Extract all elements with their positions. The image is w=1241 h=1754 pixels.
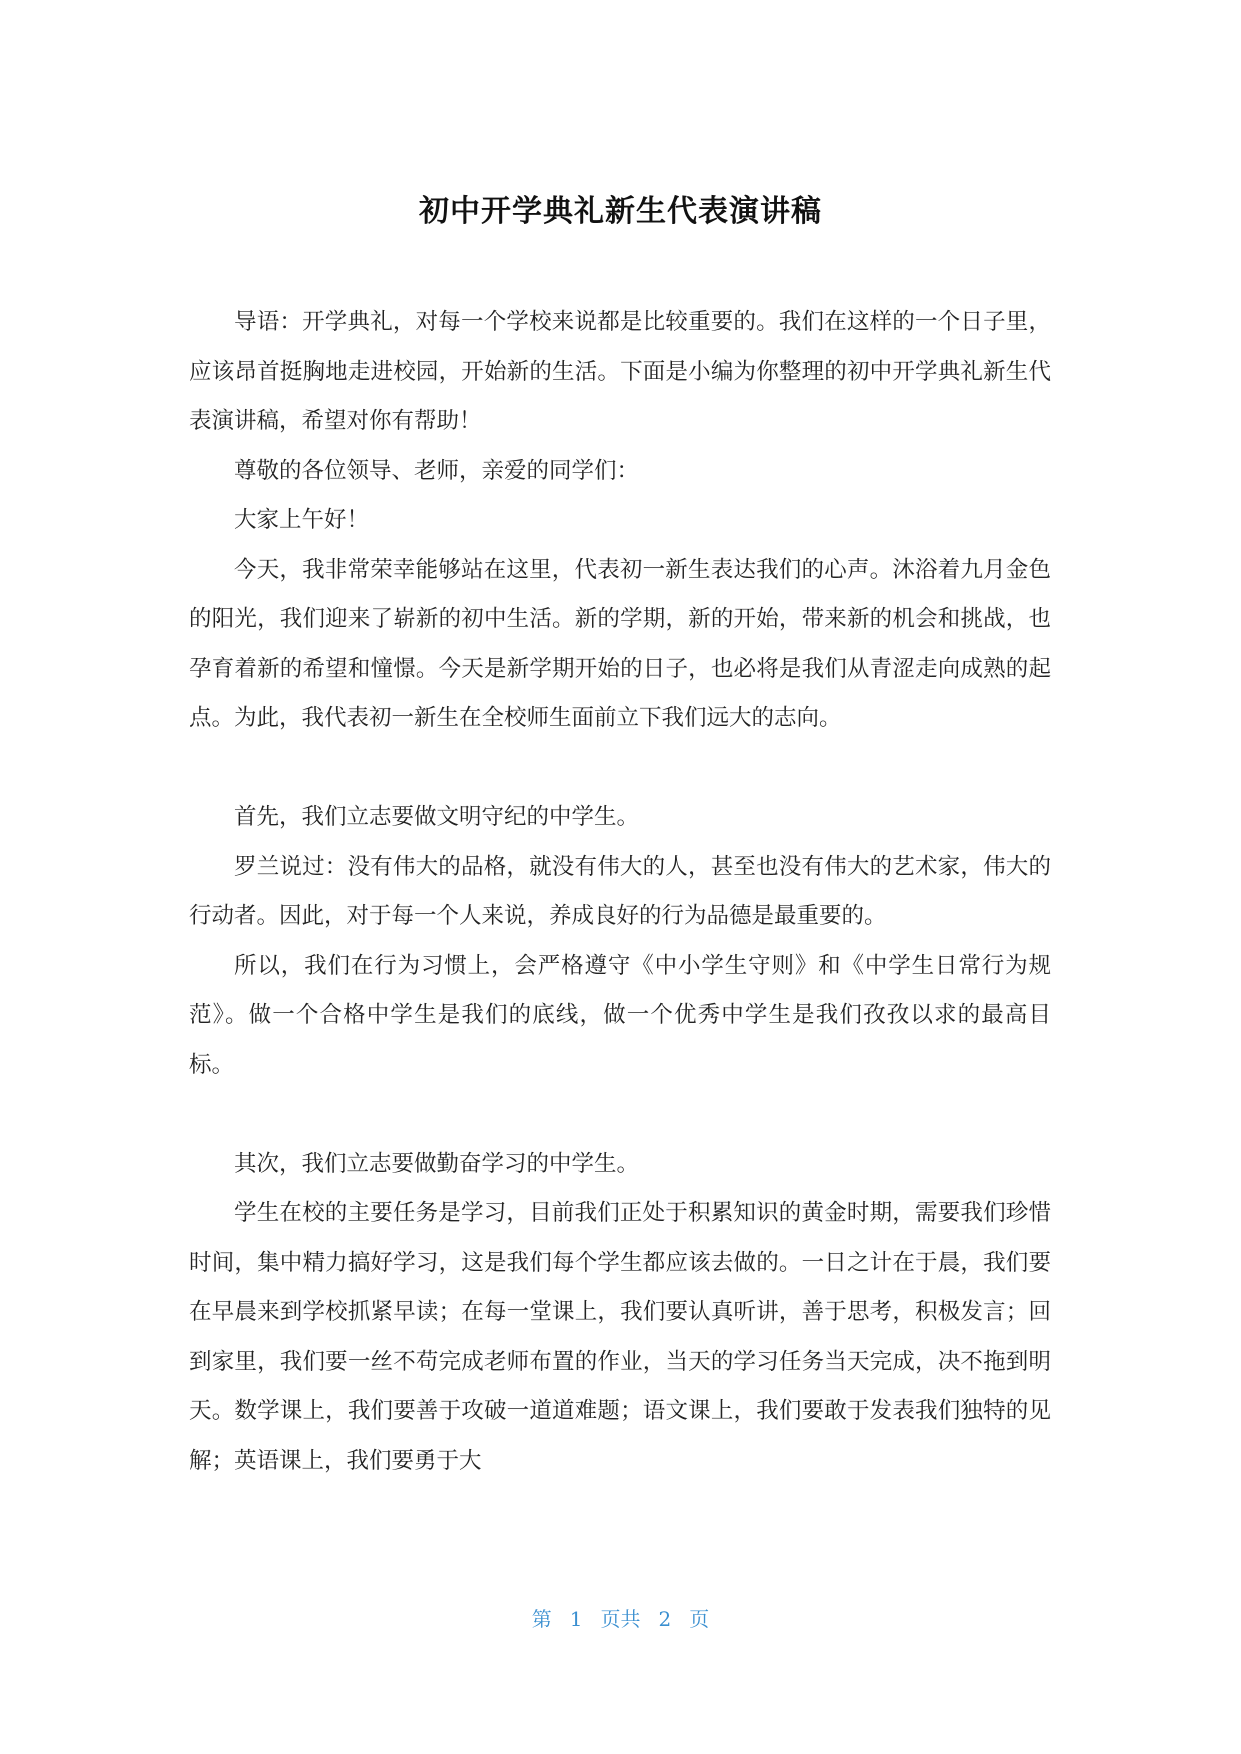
paragraph-study: 学生在校的主要任务是学习，目前我们正处于积累知识的黄金时期，需要我们珍惜时间，集中精力搞好学习，这是我们每个学生都应该去做的。一日之计在于晨，我们要在早晨来到学校抓紧早读；在每一堂课上，我们要认真听讲，善于思考，积极发言；回到家里，我们要一丝不苟完成老师布置的作业，当天的学习任务当天完成，决不拖到明天。数学课上，我们要善于攻破一道道难题；语文课上，我们要敢于发表我们独特的见解；英语课上，我们要勇于大 — [189, 1200, 1051, 1474]
footer-page-mid: 页共 — [600, 1607, 641, 1631]
paragraph-intro: 导语：开学典礼，对每一个学校来说都是比较重要的。我们在这样的一个日子里，应该昂首挺胸地走进校园，开始新的生活。下面是小编为你整理的初中开学典礼新生代表演讲稿，希望对你有帮助！ — [189, 309, 1051, 434]
paragraph-salutation: 尊敬的各位领导、老师，亲爱的同学们： — [234, 457, 640, 484]
footer-page-end: 页 — [689, 1607, 710, 1631]
footer-page-total: 2 — [658, 1607, 672, 1631]
paragraph-rules: 所以，我们在行为习惯上，会严格遵守《中小学生守则》和《中学生日常行为规范》。做一个合格中学生是我们的底线，做一个优秀中学生是我们孜孜以求的最高目标。 — [189, 952, 1051, 1078]
paragraph-second-goal: 其次，我们立志要做勤奋学习的中学生。 — [234, 1150, 640, 1177]
paragraph-opening: 今天，我非常荣幸能够站在这里，代表初一新生表达我们的心声。沐浴着九月金色的阳光，我们迎来了崭新的初中生活。新的学期，新的开始，带来新的机会和挑战，也孕育着新的希望和憧憬。今天是新学期开始的日子，也必将是我们从青涩走向成熟的起点。为此，我代表初一新生在全校师生面前立下我们远大的志向。 — [189, 556, 1051, 731]
footer-page-current: 1 — [569, 1607, 583, 1631]
footer-page-word: 第 — [531, 1607, 552, 1631]
paragraph-first-goal: 首先，我们立志要做文明守纪的中学生。 — [234, 804, 640, 830]
page-footer — [0, 1604, 1241, 1634]
paragraph-greeting: 大家上午好！ — [234, 507, 370, 533]
paragraph-quote: 罗兰说过：没有伟大的品格，就没有伟大的人，甚至也没有伟大的艺术家，伟大的行动者。因此，对于每一个人来说，养成良好的行为品德是最重要的。 — [189, 853, 1051, 929]
document-title: 初中开学典礼新生代表演讲稿 — [419, 194, 822, 229]
document-body — [189, 298, 1051, 1486]
